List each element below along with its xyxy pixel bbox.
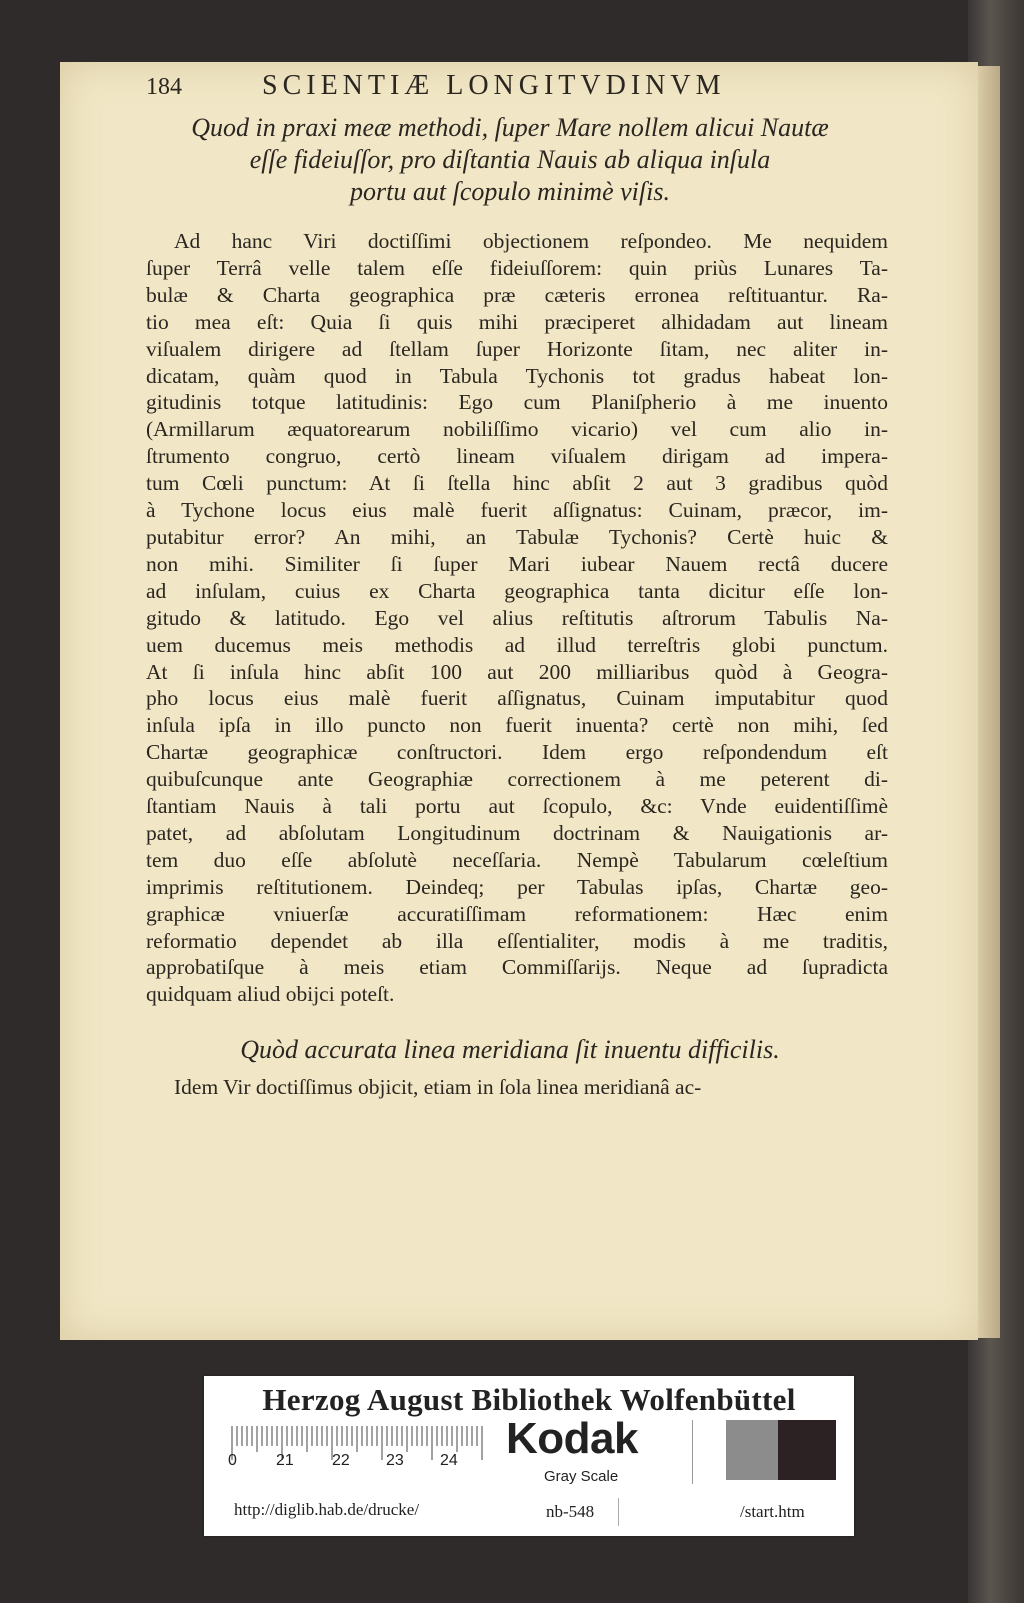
text-line: quidquam aliud obijci poteſt. [146,982,395,1007]
text-line: Ad hanc Viri doctiſſimi objectionem reſpondeo. Me nequidem [174,229,888,253]
page-header [146,70,866,110]
url-left: http://diglib.hab.de/drucke/ [234,1500,420,1519]
text-line: ſtrumento congruo, certò lineam viſualem dirigam ad impera- [146,444,888,469]
text-line: tio mea eſt: Quia ſi quis mihi præciperet alhidadam aut lineam [146,309,888,334]
url-right: /start.htm [740,1502,805,1521]
text-line: tem duo eſſe abſolutè neceſſaria. Nempè Tabularum cœleſtium [146,847,888,872]
text-line: (Armillarum æquatorearum nobiliſſimo vicario) vel cum alio in- [146,417,888,442]
text-line: tum Cœli punctum: At ſi ſtella hinc abſit 2 aut 3 gradibus quòd [146,471,888,496]
text-line: gitudo & latitudo. Ego vel alius reſtitutis aſtrorum Tabulis Na- [146,605,888,630]
heading-line: Quod in praxi meæ methodi, ſuper Mare nollem alicui Nautæ [191,113,829,142]
text-line: patet, ad abſolutam Longitudinum doctrinam & Nauigationis ar- [146,820,888,845]
text-line: imprimis reſtitutionem. Deindeq; per Tabulas ipſas, Chartæ geo- [146,874,888,899]
text-line: ſuper Terrâ velle talem eſſe fideiuſſorem: quin priùs Lunares Ta- [146,255,888,280]
gray-swatch [726,1420,778,1480]
text-line: Chartæ geographicæ conſtructori. Idem ergo reſpondendum eſt [146,740,888,765]
text-line: At ſi inſula hinc abſit 100 aut 200 milliaribus quòd à Geogra- [146,659,888,684]
ruler-label: 23 [386,1452,404,1469]
kodak-logo: Kodak [506,1414,638,1463]
heading-line: eſſe fideiuſſor, pro diſtantia Nauis ab aliqua inſula [249,145,771,174]
text-line: à Tychone locus eius malè fuerit aſſignatus: Cuinam, præcor, im- [146,498,888,523]
dark-swatch [778,1420,836,1480]
page-number: 184 [146,74,182,100]
text-line: reformatio dependet ab illa eſſentialiter, modis à me traditis, [146,928,888,953]
text-line: gitudinis totque latitudinis: Ego cum Planiſpherio à me inuento [146,390,888,415]
code-separator [618,1498,619,1526]
section-heading-2: Quòd accurata linea meridiana ſit inuentu difficilis. [240,1035,780,1064]
section-heading-1 [100,112,920,208]
ruler-label: 21 [276,1452,294,1469]
ruler-scale [228,1420,488,1482]
gray-scale-label: Gray Scale [544,1468,619,1485]
running-head: SCIENTIÆ LONGITVDINVM [262,70,726,101]
text-line: dicatam, quàm quod in Tabula Tychonis tot gradus habeat lon- [146,363,888,388]
text-line: bulæ & Charta geographica præ cæteris erronea reſtituantur. Ra- [146,282,888,307]
ruler-label: 24 [440,1452,458,1469]
body-paragraph [146,228,888,1008]
text-line: ad inſulam, cuius ex Charta geographica tanta dicitur eſſe lon- [146,578,888,603]
ruler-label: 0 [228,1452,237,1469]
text-line: non mihi. Similiter ſi ſuper Mari iubear Nauem rectâ ducere [146,551,888,576]
text-line: graphicæ vniuerſæ accuratiſſimam reformationem: Hæc enim [146,901,888,926]
text-line: ſtantiam Nauis à tali portu aut ſcopulo, &c: Vnde euidentiſſimè [146,794,888,819]
card-divider [692,1420,693,1484]
text-line: pho locus eius malè fuerit aſſignatus, Cuinam imputabitur quod [146,686,888,711]
library-name: Herzog August Bibliothek Wolfenbüttel [262,1382,796,1417]
text-line: putabitur error? An mihi, an Tabulæ Tychonis? Certè huic & [146,524,888,549]
ruler-label: 22 [332,1452,350,1469]
text-line: uem ducemus meis methodis ad illud terreſtris globi punctum. [146,632,888,657]
text-line: quibuſcunque ante Geographiæ correctionem à me peterent di- [146,767,888,792]
text-line: inſula ipſa in illo puncto non fuerit inuenta? certè non mihi, ſed [146,713,888,738]
page-edge [978,66,1000,1338]
text-line-continued: Idem Vir doctiſſimus objicit, etiam in ſola linea meridianâ ac- [174,1075,702,1099]
library-color-card [204,1376,854,1536]
text-line: viſualem dirigere ad ſtellam ſuper Horizonte ſitam, nec aliter in- [146,336,888,361]
shelf-code: nb-548 [546,1502,595,1521]
text-line: approbatiſque à meis etiam Commiſſarijs. Neque ad ſupradicta [146,955,888,980]
heading-line: portu aut ſcopulo minimè viſis. [350,177,670,206]
